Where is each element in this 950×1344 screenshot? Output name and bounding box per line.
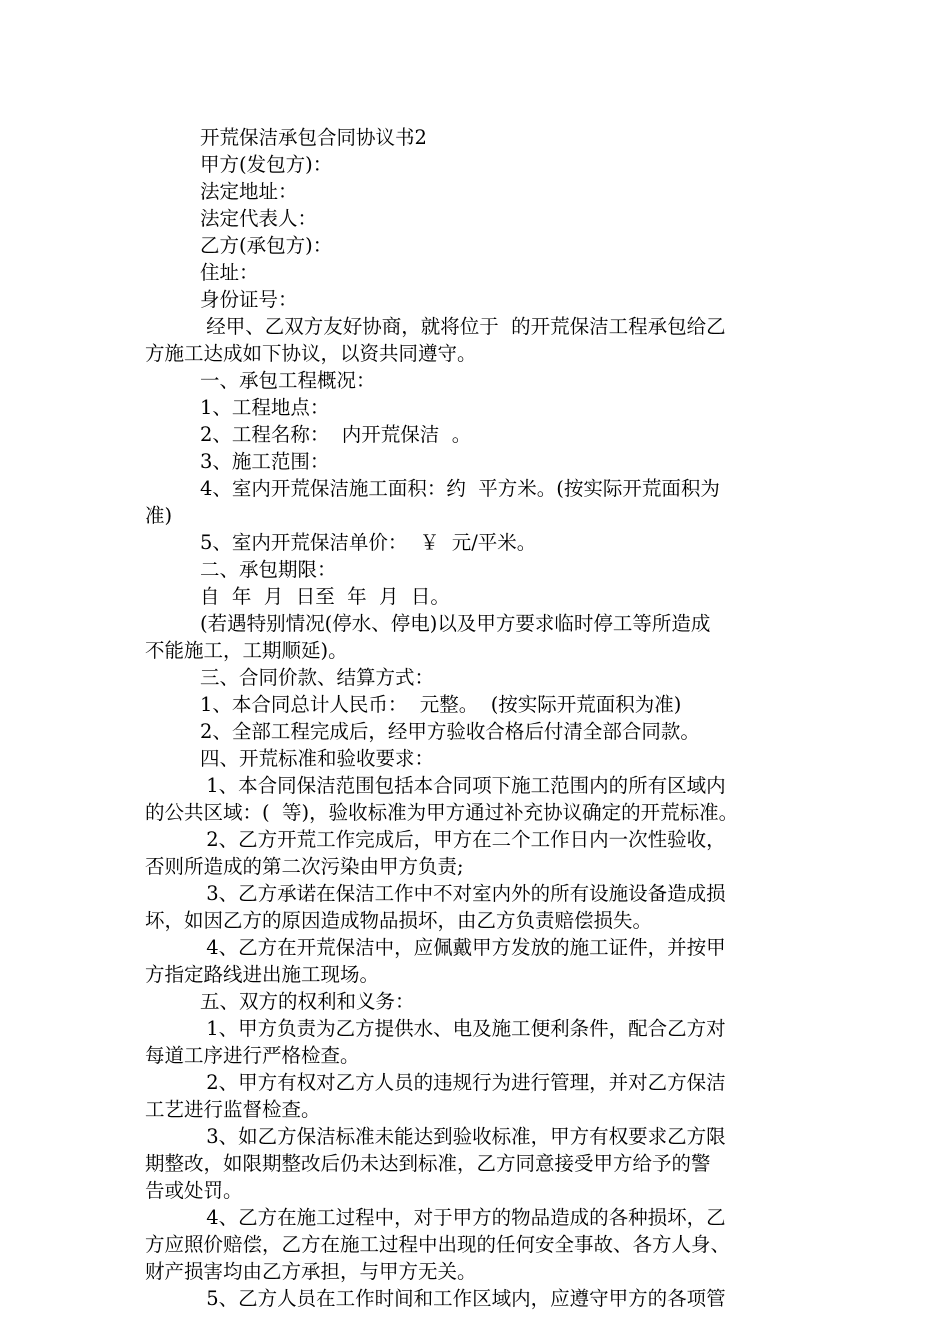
party-b-field: 乙方(承包方)：	[200, 234, 333, 257]
paragraph-line: 自 年 月 日至 年 月 日。	[200, 585, 450, 608]
document-title: 开荒保洁承包合同协议书2	[200, 126, 427, 149]
section-heading: 三、合同价款、结算方式：	[200, 666, 435, 689]
paragraph-line: 5、乙方人员在工作时间和工作区域内，应遵守甲方的各项管	[200, 1287, 726, 1310]
paragraph-line: 1、本合同保洁范围包括本合同项下施工范围内的所有区域内	[200, 774, 726, 797]
party-a-field: 甲方(发包方)：	[200, 153, 333, 176]
paragraph-line: 的公共区域：( 等)，验收标准为甲方通过补充协议确定的开荒标准。	[145, 801, 739, 824]
paragraph-line: 4、乙方在施工过程中，对于甲方的物品造成的各种损坏，乙	[200, 1206, 726, 1229]
paragraph-line: 方施工达成如下协议，以资共同遵守。	[145, 342, 477, 365]
legal-representative-field: 法定代表人：	[200, 207, 318, 230]
document-body	[145, 124, 825, 1312]
paragraph-line: 2、全部工程完成后，经甲方验收合格后付清全部合同款。	[200, 720, 700, 743]
section-heading: 四、开荒标准和验收要求：	[200, 747, 435, 770]
paragraph-line: 1、甲方负责为乙方提供水、电及施工便利条件，配合乙方对	[200, 1017, 726, 1040]
section-heading: 五、双方的权利和义务：	[200, 990, 415, 1013]
paragraph-line: 2、工程名称： 内开荒保洁 。	[200, 423, 472, 446]
paragraph-line: 4、乙方在开荒保洁中，应佩戴甲方发放的施工证件，并按甲	[200, 936, 726, 959]
paragraph-line: 4、室内开荒保洁施工面积：约 平方米。(按实际开荒面积为	[200, 477, 720, 500]
paragraph-line: 1、工程地点：	[200, 396, 330, 419]
paragraph-line: 3、如乙方保洁标准未能达到验收标准，甲方有权要求乙方限	[200, 1125, 726, 1148]
paragraph-line: 5、室内开荒保洁单价： ￥ 元/平米。	[200, 531, 537, 554]
id-number-field: 身份证号：	[200, 288, 298, 311]
paragraph-line: 财产损害均由乙方承担，与甲方无关。	[145, 1260, 477, 1283]
paragraph-line: 坏，如因乙方的原因造成物品损坏，由乙方负责赔偿损失。	[145, 909, 653, 932]
section-heading: 一、承包工程概况：	[200, 369, 376, 392]
paragraph-line: 经甲、乙双方友好协商，就将位于 的开荒保洁工程承包给乙	[200, 315, 726, 338]
paragraph-line: 2、乙方开荒工作完成后，甲方在二个工作日内一次性验收，	[200, 828, 726, 851]
paragraph-line: 3、施工范围：	[200, 450, 330, 473]
paragraph-line: 2、甲方有权对乙方人员的违规行为进行管理，并对乙方保洁	[200, 1071, 726, 1094]
paragraph-line: 不能施工，工期顺延)。	[145, 639, 348, 662]
paragraph-line: 1、本合同总计人民币： 元整。 (按实际开荒面积为准)	[200, 693, 682, 716]
paragraph-line: 3、乙方承诺在保洁工作中不对室内外的所有设施设备造成损	[200, 882, 726, 905]
paragraph-line: 方应照价赔偿，乙方在施工过程中出现的任何安全事故、各方人身、	[145, 1233, 731, 1256]
paragraph-line: 方指定路线进出施工现场。	[145, 963, 380, 986]
legal-address-field: 法定地址：	[200, 180, 298, 203]
paragraph-line: 告或处罚。	[145, 1179, 243, 1202]
paragraph-line: 准)	[145, 504, 173, 527]
paragraph-line: 否则所造成的第二次污染由甲方负责;	[145, 855, 464, 878]
paragraph-line: (若遇特别情况(停水、停电)以及甲方要求临时停工等所造成	[200, 612, 711, 635]
paragraph-line: 期整改，如限期整改后仍未达到标准，乙方同意接受甲方给予的警	[145, 1152, 711, 1175]
address-field: 住址：	[200, 261, 259, 284]
section-heading: 二、承包期限：	[200, 558, 337, 581]
paragraph-line: 工艺进行监督检查。	[145, 1098, 321, 1121]
paragraph-line: 每道工序进行严格检查。	[145, 1044, 360, 1067]
